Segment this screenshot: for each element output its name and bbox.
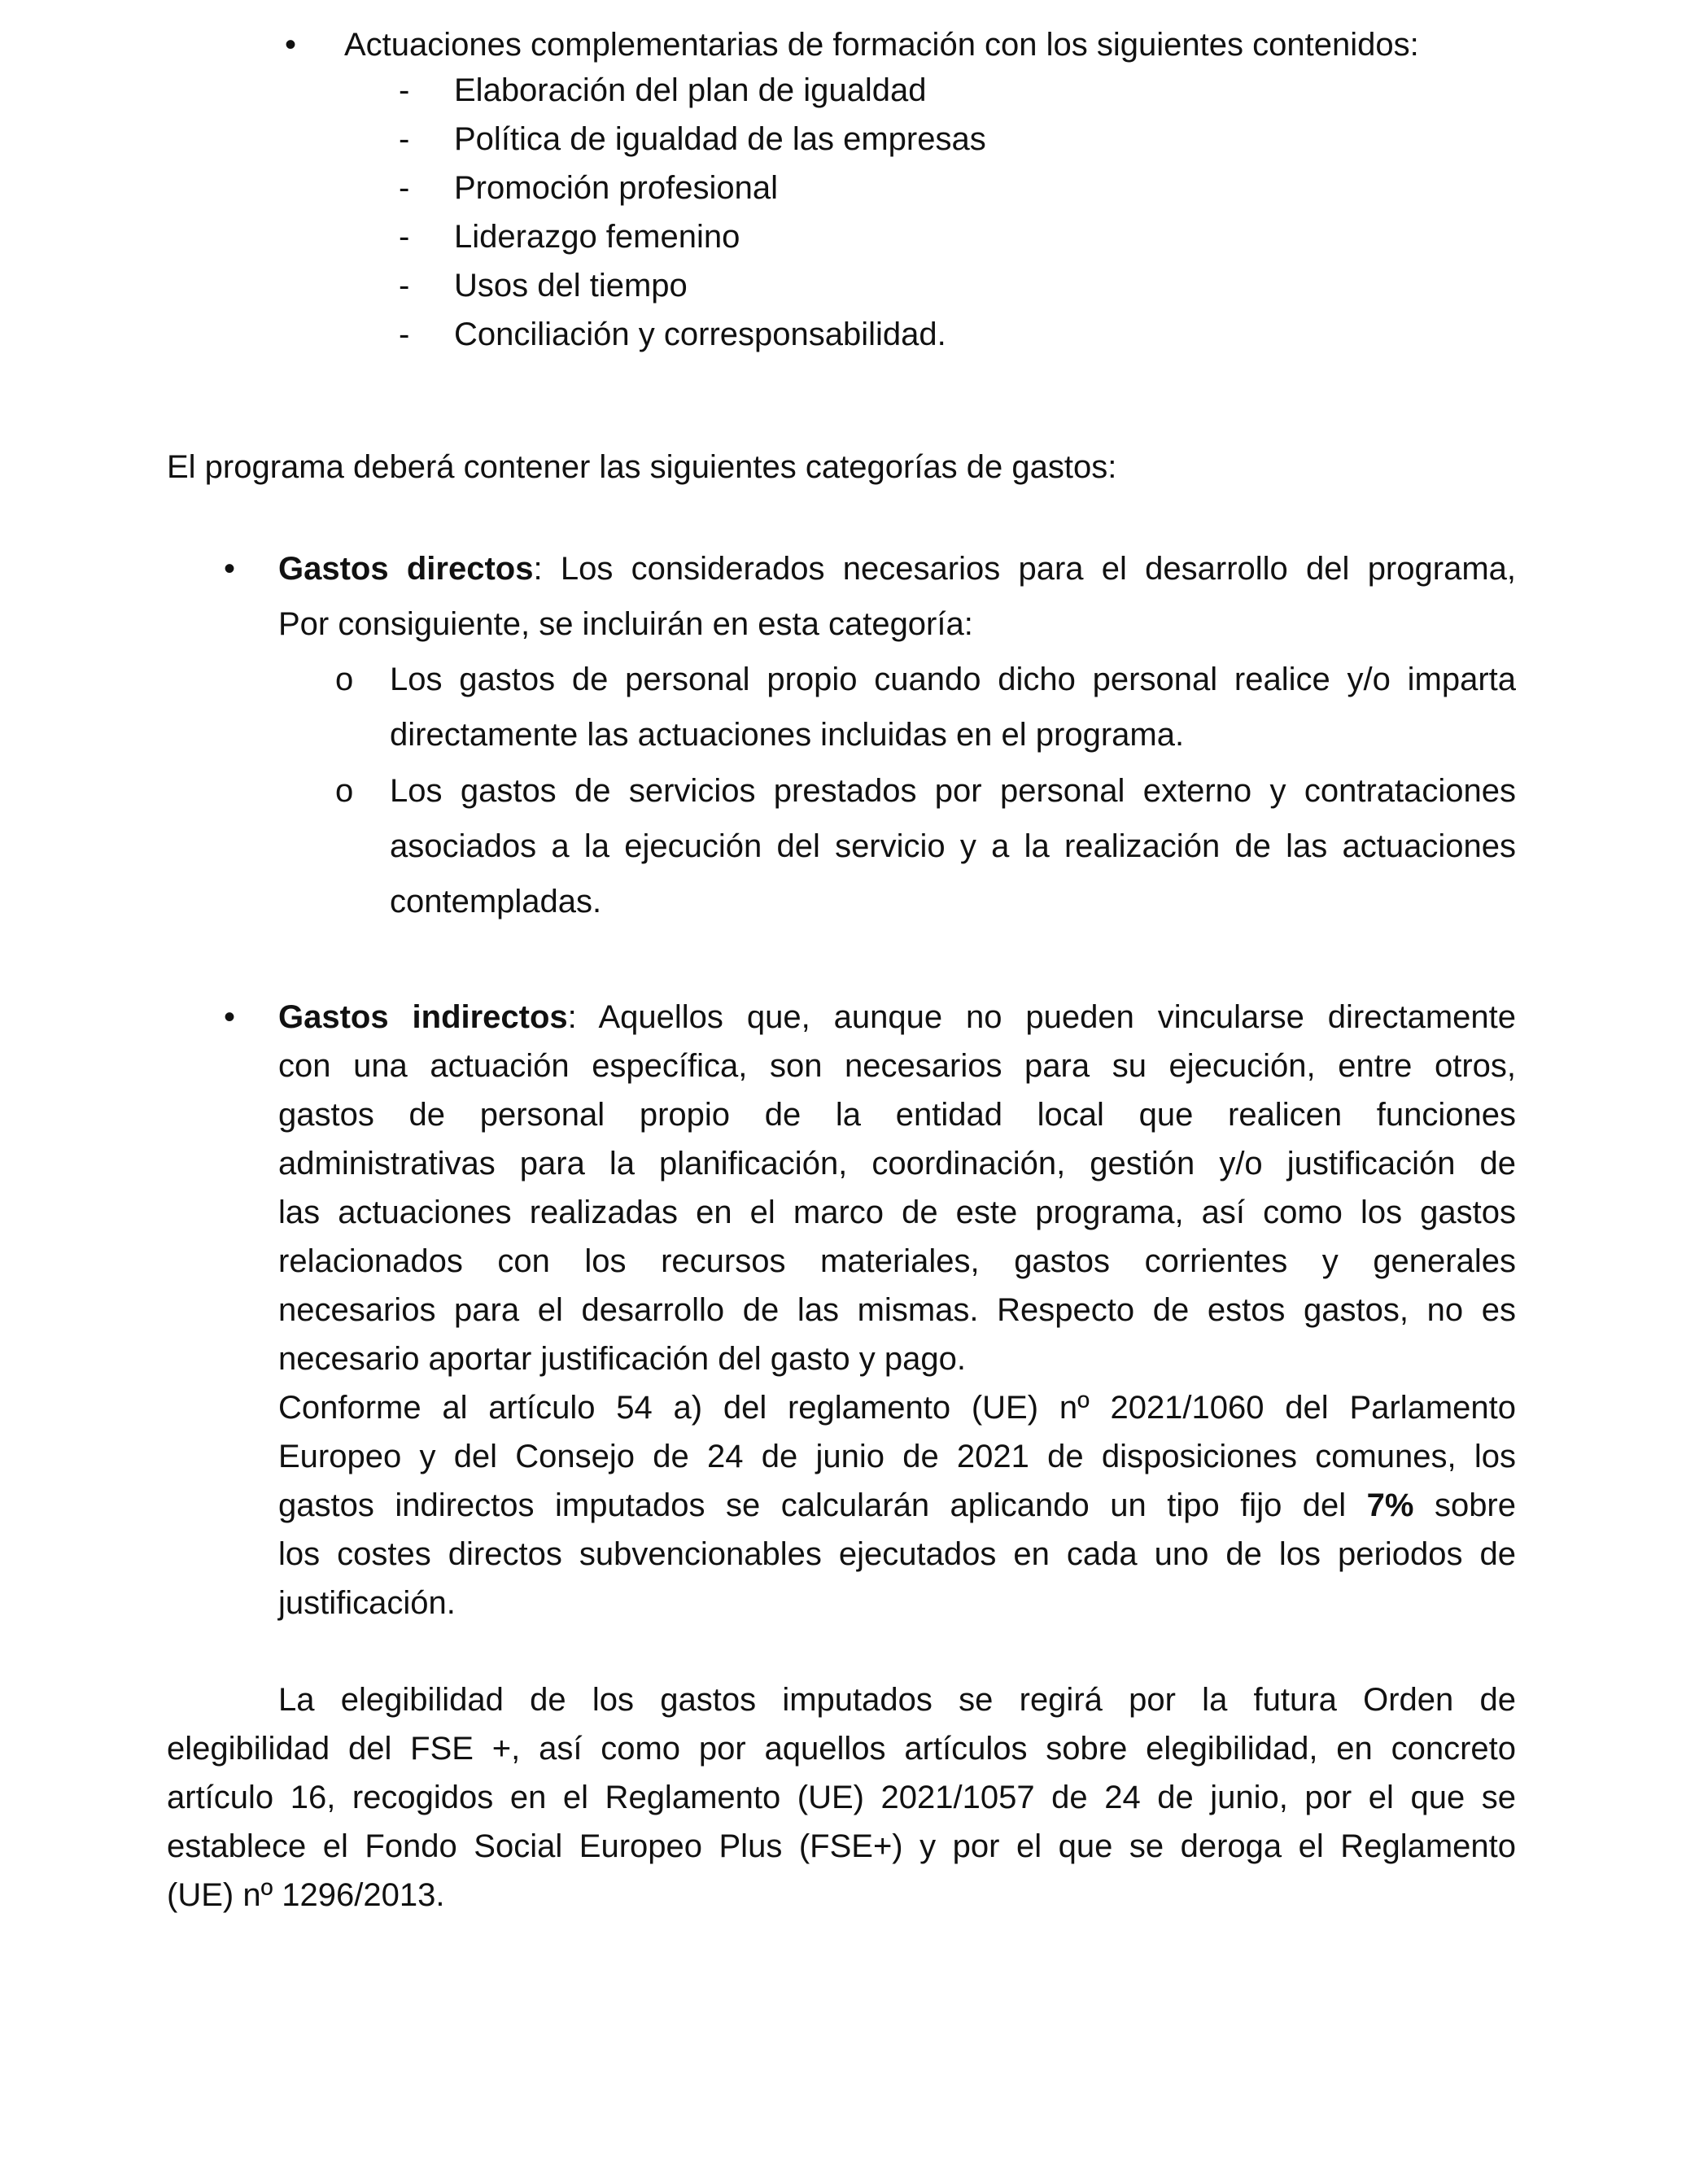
indirect-expenses-title: Gastos indirectos <box>278 999 568 1035</box>
list-item: Conciliación y corresponsabilidad. <box>454 317 946 352</box>
circle-bullet-icon: o <box>335 662 354 697</box>
direct-expenses-title: Gastos directos <box>278 551 534 587</box>
indirect-expenses-text: : Aquellos que, aunque no pueden vincularse directamente <box>567 999 1516 1035</box>
indirect-expenses-line: necesario aportar justificación del gasto y pago. <box>278 1341 966 1377</box>
indirect-expenses-line: relacionados con los recursos materiales, gastos corrientes y generales <box>278 1243 1516 1279</box>
dash-icon: - <box>399 72 410 108</box>
eligibility-line: artículo 16, recogidos en el Reglamento (UE) 2021/1057 de 24 de junio, por el que se <box>167 1780 1516 1815</box>
list-item: Política de igualdad de las empresas <box>454 121 986 157</box>
dash-icon: - <box>399 121 410 157</box>
training-intro <box>344 20 1419 69</box>
sub-item-line: Los gastos de servicios prestados por personal externo y contrataciones <box>390 773 1516 809</box>
indirect-expenses-line <box>278 1481 1516 1530</box>
eligibility-line: establece el Fondo Social Europeo Plus (FSE+) y por el que se deroga el Reglamento <box>167 1828 1516 1864</box>
indirect-expenses-line: necesarios para el desarrollo de las mismas. Respecto de estos gastos, no es <box>278 1292 1516 1328</box>
indirect-expenses-line: gastos de personal propio de la entidad local que realicen funciones <box>278 1097 1516 1133</box>
list-item: Elaboración del plan de igualdad <box>454 72 927 108</box>
direct-expenses-line <box>278 541 1516 596</box>
circle-bullet-icon: o <box>335 773 354 809</box>
eligibility-line: (UE) nº 1296/2013. <box>167 1877 445 1913</box>
dash-icon: - <box>399 268 410 304</box>
training-list <box>399 66 986 359</box>
list-item: Usos del tiempo <box>454 268 688 304</box>
sub-item-line: contempladas. <box>390 884 602 919</box>
expenses-intro <box>167 443 1116 491</box>
training-intro-text: Actuaciones complementarias de formación con los siguientes contenidos: <box>344 27 1419 63</box>
list-item: Liderazgo femenino <box>454 219 740 255</box>
eligibility-line: elegibilidad del FSE +, así como por aquellos artículos sobre elegibilidad, en concreto <box>167 1731 1516 1767</box>
bullet-icon: • <box>224 551 236 587</box>
direct-expenses-line: Por consiguiente, se incluirán en esta categoría: <box>278 606 973 642</box>
list-item: Promoción profesional <box>454 170 778 206</box>
sub-item-line: asociados a la ejecución del servicio y a la realización de las actuaciones <box>390 828 1516 864</box>
expenses-intro-text: El programa deberá contener las siguientes categorías de gastos: <box>167 449 1117 485</box>
dash-icon: - <box>399 170 410 206</box>
indirect-expenses-line <box>278 993 1516 1042</box>
eligibility-paragraph <box>167 1675 1516 1920</box>
flat-rate-value: 7% <box>1366 1487 1414 1523</box>
indirect-expenses-line: Conforme al artículo 54 a) del reglamento (UE) nº 2021/1060 del Parlamento <box>278 1390 1516 1426</box>
rate-text-after: sobre <box>1413 1487 1517 1523</box>
indirect-expenses <box>278 993 1516 1627</box>
indirect-expenses-line: con una actuación específica, son necesarios para su ejecución, entre otros, <box>278 1048 1516 1084</box>
dash-icon: - <box>399 219 410 255</box>
sub-item-line: Los gastos de personal propio cuando dicho personal realice y/o imparta <box>390 662 1516 697</box>
dash-icon: - <box>399 317 410 352</box>
indirect-expenses-line: justificación. <box>278 1585 456 1621</box>
bullet-icon: • <box>285 27 297 63</box>
eligibility-line: La elegibilidad de los gastos imputados se regirá por la futura Orden de <box>278 1682 1516 1718</box>
indirect-expenses-line: Europeo y del Consejo de 24 de junio de 2021 de disposiciones comunes, los <box>278 1439 1516 1474</box>
bullet-icon: • <box>224 999 236 1035</box>
indirect-expenses-line: los costes directos subvencionables ejecutados en cada uno de los periodos de <box>278 1536 1516 1572</box>
direct-sub-item-1 <box>390 652 1516 762</box>
indirect-expenses-line: las actuaciones realizadas en el marco de este programa, así como los gastos <box>278 1195 1516 1230</box>
rate-text-before: gastos indirectos imputados se calcularán aplicando un tipo fijo del <box>278 1487 1367 1523</box>
sub-item-line: directamente las actuaciones incluidas en el programa. <box>390 717 1185 753</box>
indirect-expenses-line: administrativas para la planificación, coordinación, gestión y/o justificación de <box>278 1146 1516 1182</box>
direct-expenses <box>278 541 1516 652</box>
direct-sub-item-2 <box>390 763 1516 929</box>
direct-expenses-text: : Los considerados necesarios para el desarrollo del programa, <box>533 551 1516 587</box>
